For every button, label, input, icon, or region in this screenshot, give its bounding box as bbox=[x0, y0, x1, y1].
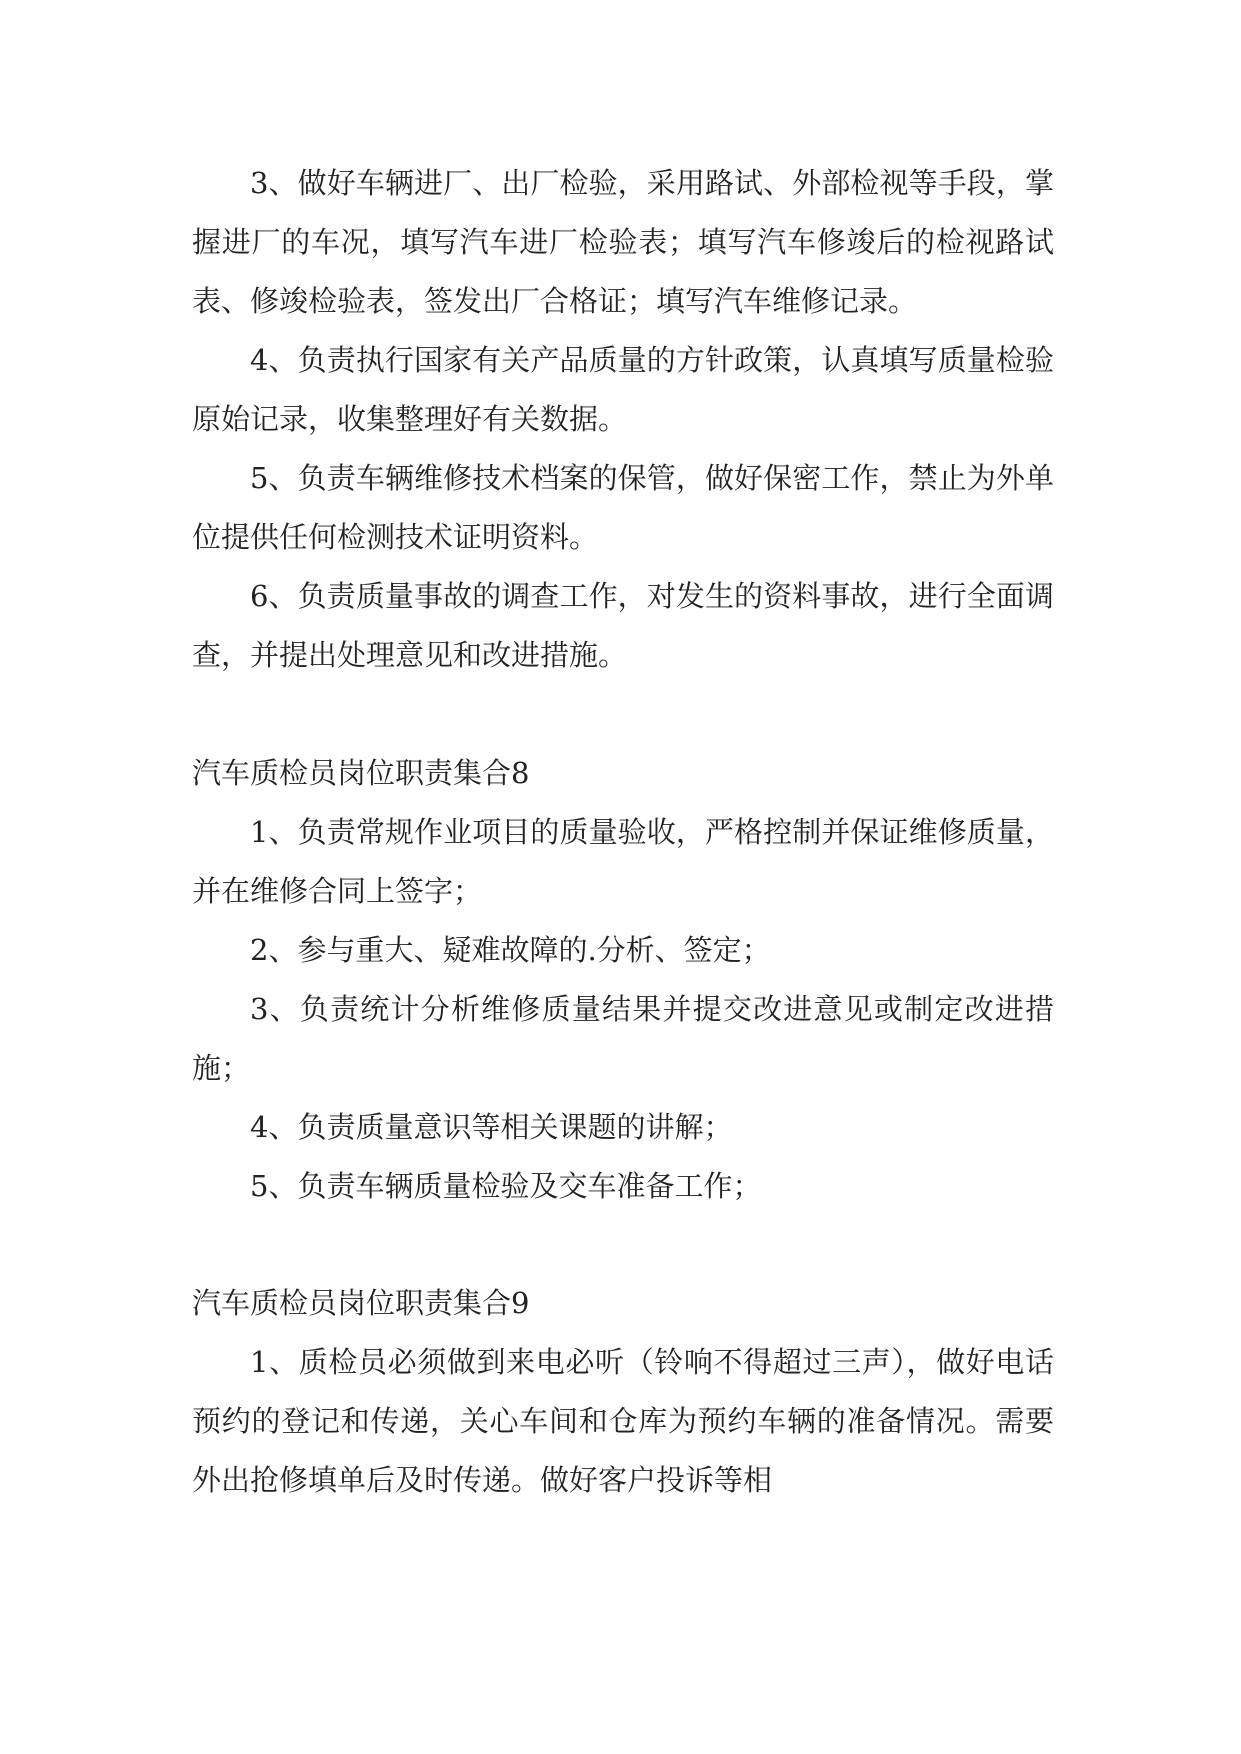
paragraph: 2、参与重大、疑难故障的.分析、签定； bbox=[250, 933, 771, 967]
paragraph: 5、负责车辆质量检验及交车准备工作； bbox=[250, 1169, 762, 1203]
paragraph: 6、负责质量事故的调查工作，对发生的资料事故，进行全面调查，并提出处理意见和改进措施。 bbox=[192, 579, 1054, 672]
paragraph: 1、质检员必须做到来电必听（铃响不得超过三声），做好电话预约的登记和传递，关心车间和仓库为预约车辆的准备情况。需要外出抢修填单后及时传递。做好客户投诉等相 bbox=[192, 1345, 1054, 1497]
paragraph: 5、负责车辆维修技术档案的保管，做好保密工作，禁止为外单位提供任何检测技术证明资料。 bbox=[192, 461, 1054, 554]
paragraph: 3、做好车辆进厂、出厂检验，采用路试、外部检视等手段，掌握进厂的车况，填写汽车进厂检验表；填写汽车修竣后的检视路试表、修竣检验表，签发出厂合格证；填写汽车维修记录。 bbox=[192, 166, 1054, 318]
section-b bbox=[192, 744, 1054, 1216]
section-heading: 汽车质检员岗位职责集合9 bbox=[192, 1286, 530, 1320]
section-a bbox=[192, 154, 1054, 685]
paragraph: 4、负责质量意识等相关课题的讲解； bbox=[250, 1110, 733, 1144]
paragraph: 4、负责执行国家有关产品质量的方针政策，认真填写质量检验原始记录，收集整理好有关数据。 bbox=[192, 343, 1054, 436]
document-body bbox=[192, 154, 1054, 1510]
section-c bbox=[192, 1274, 1054, 1510]
paragraph: 3、负责统计分析维修质量结果并提交改进意见或制定改进措施； bbox=[192, 992, 1054, 1085]
section-heading: 汽车质检员岗位职责集合8 bbox=[192, 756, 530, 790]
paragraph: 1、负责常规作业项目的质量验收，严格控制并保证维修质量，并在维修合同上签字； bbox=[192, 815, 1054, 908]
